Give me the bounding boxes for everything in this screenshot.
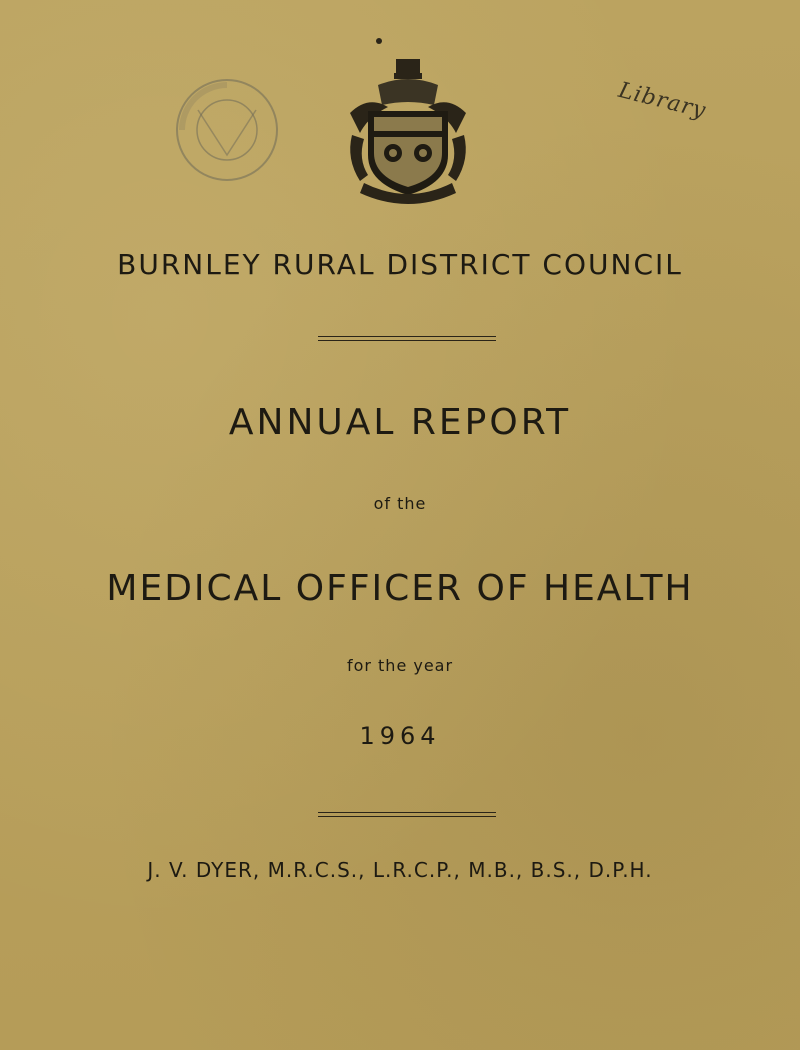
author-name: J. V. DYER, M.R.C.S., L.R.C.P., M.B., B.S., D.P.H. [147, 858, 653, 882]
crest-dot [376, 38, 382, 44]
report-year: 1964 [359, 722, 441, 750]
report-subject: MEDICAL OFFICER OF HEALTH [106, 568, 694, 609]
double-rule-bottom [318, 812, 496, 820]
for-the-year-text: for the year [346, 656, 454, 675]
coat-of-arms-icon [338, 55, 478, 205]
circular-library-stamp-icon [168, 70, 286, 190]
council-name: BURNLEY RURAL DISTRICT COUNCIL [117, 248, 683, 281]
report-title: ANNUAL REPORT [228, 402, 572, 443]
of-the-text: of the [373, 494, 427, 513]
library-handwritten-note: Library [615, 78, 709, 124]
double-rule-top [318, 336, 496, 344]
